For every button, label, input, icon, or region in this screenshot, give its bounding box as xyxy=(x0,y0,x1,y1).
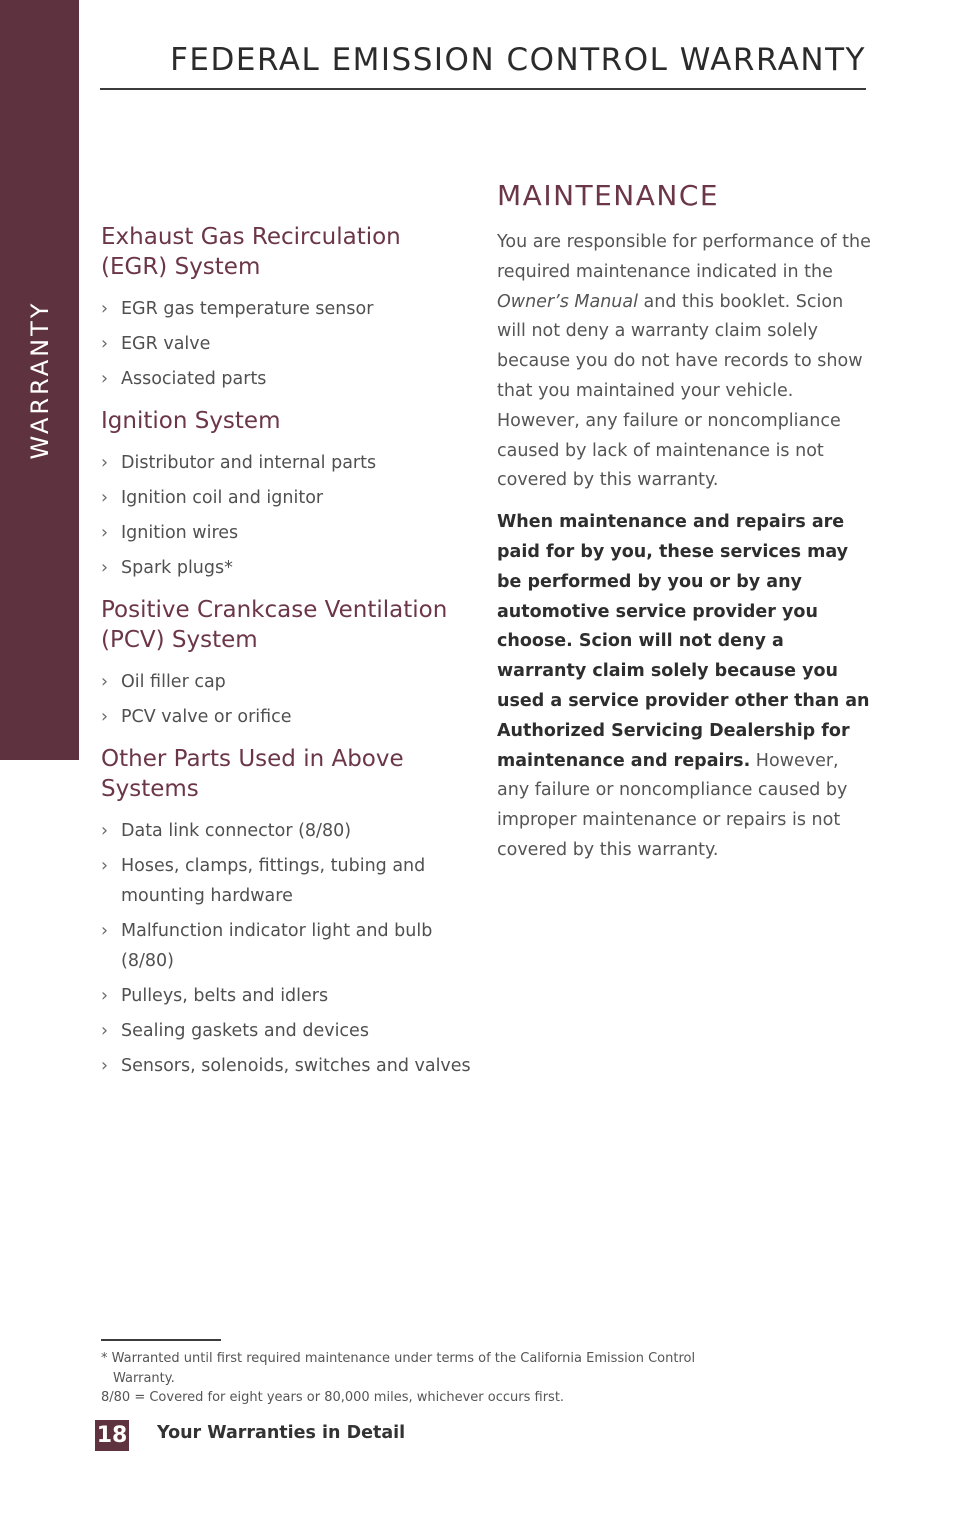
owners-manual-title: Owner’s Manual xyxy=(497,291,638,312)
ignition-parts-list xyxy=(101,448,471,583)
section-heading-egr: Exhaust Gas Recirculation (EGR) System xyxy=(101,224,401,280)
footnotes xyxy=(101,1349,861,1408)
list-item: › Sensors, solenoids, switches and valves xyxy=(101,1051,471,1081)
maintenance-paragraph-1 xyxy=(497,228,872,496)
list-item: › Pulleys, belts and idlers xyxy=(101,981,471,1011)
service-provider-statement: When maintenance and repairs are paid for by you, these services may be performed by you or by any automotive service provider you choose. Scion will not deny a warranty claim solely because you used a service provider other than an Authorized Servicing Dealership for maintenance and repairs. xyxy=(497,512,870,771)
page-number: 18 xyxy=(95,1420,129,1451)
other-parts-list xyxy=(101,816,471,1081)
list-item: › Spark plugs* xyxy=(101,553,471,583)
header-divider xyxy=(100,88,866,90)
maintenance-paragraph-2 xyxy=(497,508,872,866)
list-item: › Ignition wires xyxy=(101,518,471,548)
list-item: › Oil filler cap xyxy=(101,667,471,697)
footnote-asterisk-cont: Warranty. xyxy=(113,1370,175,1386)
list-item: › Ignition coil and ignitor xyxy=(101,483,471,513)
list-item: › EGR gas temperature sensor xyxy=(101,294,471,324)
list-item: › Sealing gaskets and devices xyxy=(101,1016,471,1046)
maintenance-heading: MAINTENANCE xyxy=(497,179,720,212)
side-tab-label: WARRANTY xyxy=(26,300,54,460)
paragraph-text: You are responsible for performance of the required maintenance indicated in the xyxy=(497,232,871,282)
maintenance-column xyxy=(497,176,872,866)
egr-parts-list xyxy=(101,294,471,394)
footnote-8-80: 8/80 = Covered for eight years or 80,000 miles, whichever occurs first. xyxy=(101,1390,565,1405)
section-heading-pcv: Positive Crankcase Ventilation (PCV) System xyxy=(101,597,448,653)
list-item: › PCV valve or orifice xyxy=(101,702,471,732)
footer-title: Your Warranties in Detail xyxy=(157,1423,406,1443)
side-tab xyxy=(0,0,79,760)
section-heading-other-parts: Other Parts Used in Above Systems xyxy=(101,746,404,802)
list-item: › Associated parts xyxy=(101,364,471,394)
list-item: › Hoses, clamps, fittings, tubing and mounting hardware xyxy=(101,851,471,911)
parts-list-column xyxy=(101,222,471,1086)
list-item: › Malfunction indicator light and bulb (8/80) xyxy=(101,916,471,976)
list-item: › Distributor and internal parts xyxy=(101,448,471,478)
page-title: FEDERAL EMISSION CONTROL WARRANTY xyxy=(170,42,866,78)
list-item: › Data link connector (8/80) xyxy=(101,816,471,846)
paragraph-text: However, any failure or noncompliance caused by improper maintenance or repairs is not covered by this warranty. xyxy=(497,750,848,860)
paragraph-text: and this booklet. Scion will not deny a warranty claim solely because you do not have records to show that you maintained your vehicle. However, any failure or noncompliance caused by lack of maintenance is not covered by this warranty. xyxy=(497,291,863,491)
section-heading-ignition: Ignition System xyxy=(101,408,281,434)
list-item: › EGR valve xyxy=(101,329,471,359)
pcv-parts-list xyxy=(101,667,471,732)
footnote-asterisk: * Warranted until first required maintenance under terms of the California Emission Control xyxy=(101,1351,696,1366)
footnote-divider xyxy=(101,1339,221,1341)
